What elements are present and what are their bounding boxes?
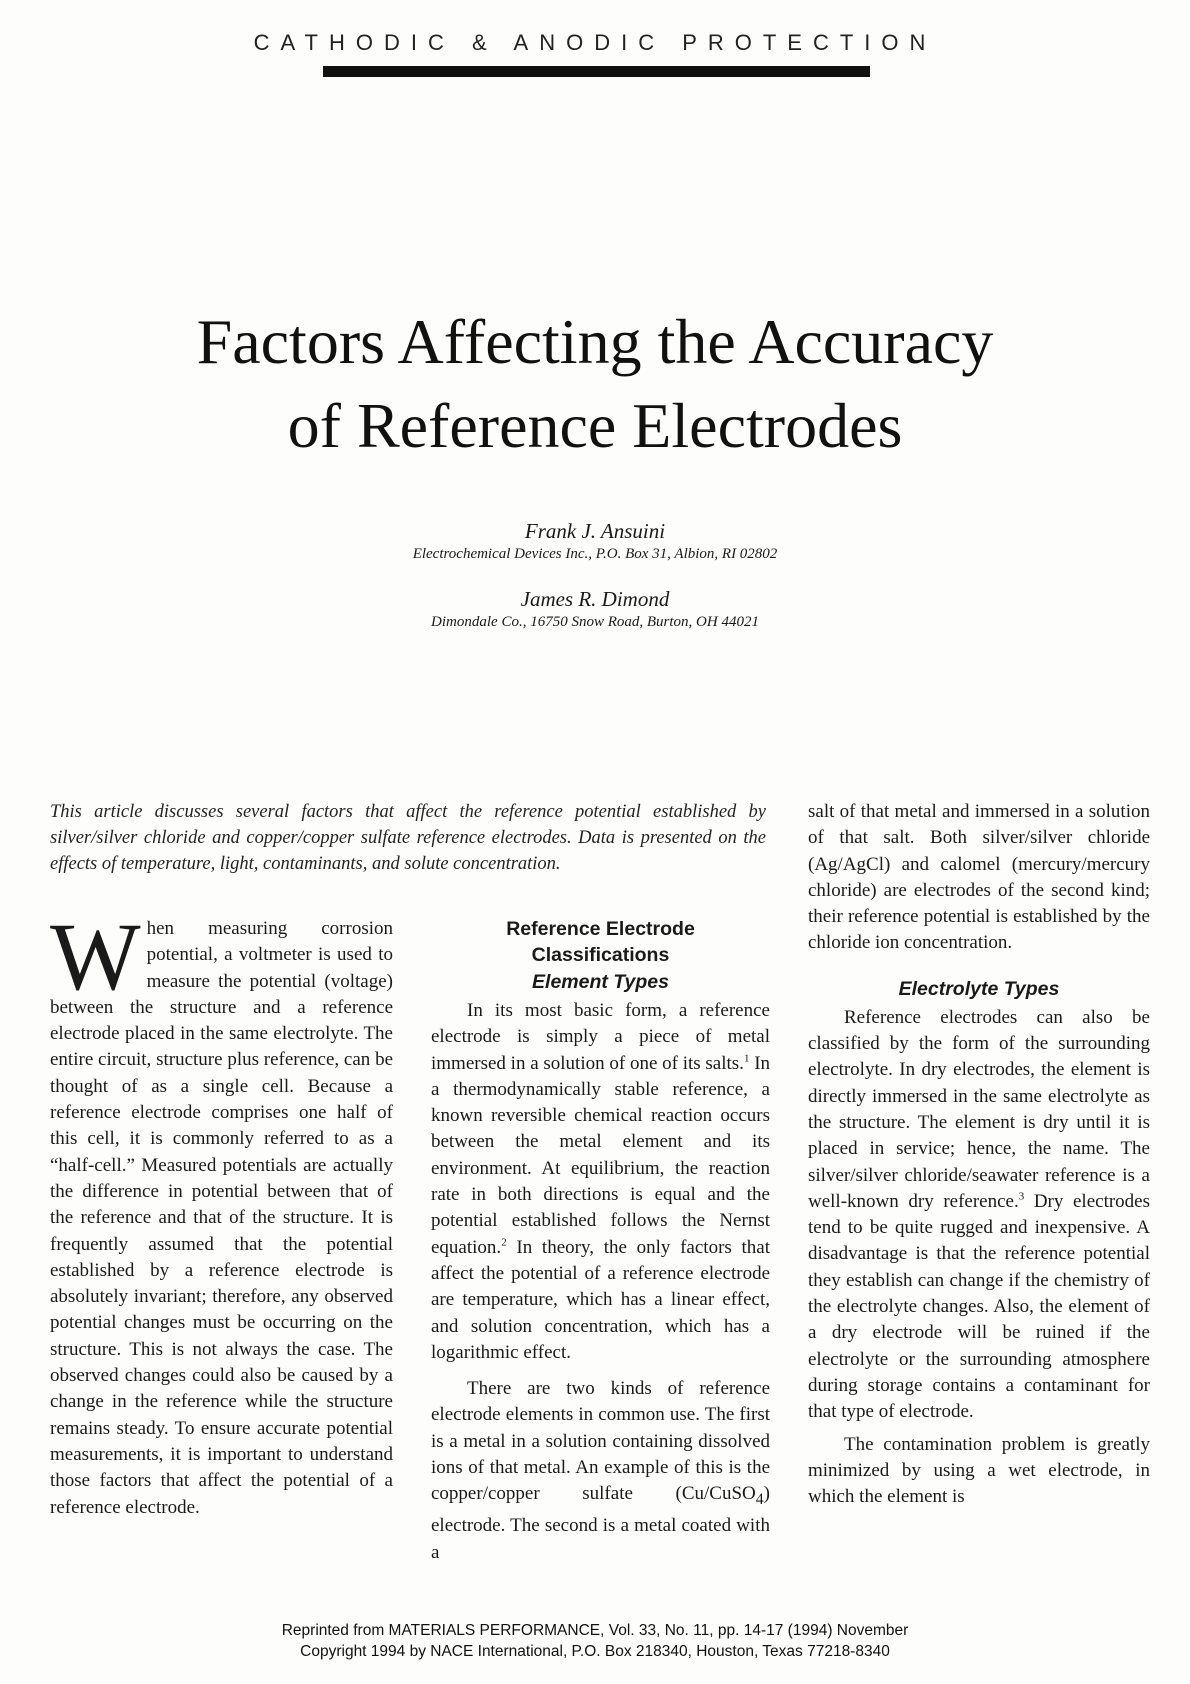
author-1 [0, 518, 1190, 564]
reprint-footer [0, 1620, 1190, 1662]
author-2 [0, 586, 1190, 632]
header-rule [323, 66, 870, 77]
column-3 [808, 799, 1150, 1510]
author-list [0, 518, 1190, 632]
footer-line-2: Copyright 1994 by NACE International, P.O. Box 218340, Houston, Texas 77218-8340 [300, 1643, 890, 1660]
paragraph-text: ) electrode. The second is a metal coated with a [431, 1483, 770, 1563]
element-types-paragraph-2-continued: salt of that metal and immersed in a solution of that salt. Both silver/silver chloride (Ag/AgCl) and calomel (mercury/mercury chloride) are electrodes of the second kind; their reference potential is established by the chloride ion concentration. [808, 801, 1150, 954]
author-name: James R. Dimond [520, 587, 670, 611]
section-heading-line-1: Reference Electrode [506, 918, 695, 940]
paragraph-text: Dry electrodes tend to be quite rugged and inexpensive. A disadvantage is that the reference potential they establish can change if the chemistry of the electrolyte changes. Also, the element of a dry electrode will be ruined if the electrolyte or the surrounding atmosphere during storage contains a contaminant for that type of electrode. [808, 1190, 1151, 1423]
author-affiliation: Electrochemical Devices Inc., P.O. Box 31, Albion, RI 02802 [412, 546, 778, 562]
subscript: 4 [755, 1491, 764, 1509]
electrolyte-types-heading: Electrolyte Types [898, 977, 1060, 1000]
intro-text: hen measuring corrosion potential, a voltmeter is used to measure the potential (voltage) between the structure and a reference electrode placed in the same electrolyte. The entire circuit, structure plus reference, can be thought of as a single cell. Because a reference electrode comprises one half of this cell, it is commonly referred to as a “half-cell.” Measured potentials are actually the difference in potential between that of the reference and that of the structure. It is frequently assumed that the potential established by a reference electrode is absolutely invariant; therefore, any observed potential changes must be occurring on the structure. This is not always the case. The observed changes could also be caused by a change in the reference while the structure remains steady. To ensure accurate potential measurements, it is important to understand those factors that affect the potential of a reference electrode. [50, 918, 393, 1518]
section-header: CATHODIC & ANODIC PROTECTION [253, 30, 937, 55]
citation-2: 2 [501, 1236, 507, 1249]
paragraph-text: In its most basic form, a reference electrode is simply a piece of metal immersed in a solution of one of its salts. [431, 1000, 770, 1074]
element-types-heading: Element Types [532, 971, 669, 993]
abstract: This article discusses several factors that affect the reference potential established by silver/silver chloride and copper/copper sulfate reference electrodes. Data is presented on the effects of temperature, light, contaminants, and solute concentration. [50, 802, 766, 874]
footer-line-1: Reprinted from MATERIALS PERFORMANCE, Vol. 33, No. 11, pp. 14-17 (1994) November [281, 1622, 909, 1639]
title-line-2: of Reference Electrodes [287, 390, 903, 461]
element-types-paragraph-2 [431, 1376, 770, 1566]
element-types-paragraph-1 [431, 998, 770, 1366]
electrolyte-types-paragraph-2: The contamination problem is greatly minimized by using a wet electrode, in which the element is [808, 1433, 1150, 1508]
drop-cap: W [50, 903, 141, 1010]
paragraph-text: In theory, the only factors that affect the potential of a reference electrode are temperature, which has a linear effect, and solution concentration, which has a logarithmic effect. [431, 1236, 770, 1363]
column-1 [50, 903, 393, 1521]
title-line-1: Factors Affecting the Accuracy [196, 306, 994, 377]
citation-1: 1 [743, 1052, 750, 1065]
electrolyte-types-paragraph-1 [808, 1005, 1150, 1426]
paragraph-text: There are two kinds of reference electrode elements in common use. The first is a metal in a solution containing dissolved ions of that metal. An example of this is the copper/copper sulfate (Cu/CuSO [431, 1378, 770, 1505]
article-title [0, 300, 1190, 468]
author-affiliation: Dimondale Co., 16750 Snow Road, Burton, OH 44021 [431, 614, 759, 630]
column-2 [431, 916, 770, 1566]
citation-3: 3 [1018, 1190, 1025, 1203]
author-name: Frank J. Ansuini [524, 519, 666, 543]
section-heading-line-2: Classifications [531, 944, 670, 966]
paragraph-text: Reference electrodes can also be classified by the form of the surrounding electrolyte. In dry electrodes, the element is directly immersed in the same electrolyte as the structure. The element is dry until it is placed in service; hence, the name. The silver/silver chloride/seawater reference is a well-known dry reference. [808, 1006, 1150, 1212]
paragraph-text: In a thermodynamically stable reference, a known reversible chemical reaction occurs between the metal element and its environment. At equilibrium, the reaction rate in both directions is equal and the potential established follows the Nernst equation. [431, 1052, 771, 1258]
section-heading [431, 916, 770, 968]
intro-paragraph [50, 903, 393, 1521]
